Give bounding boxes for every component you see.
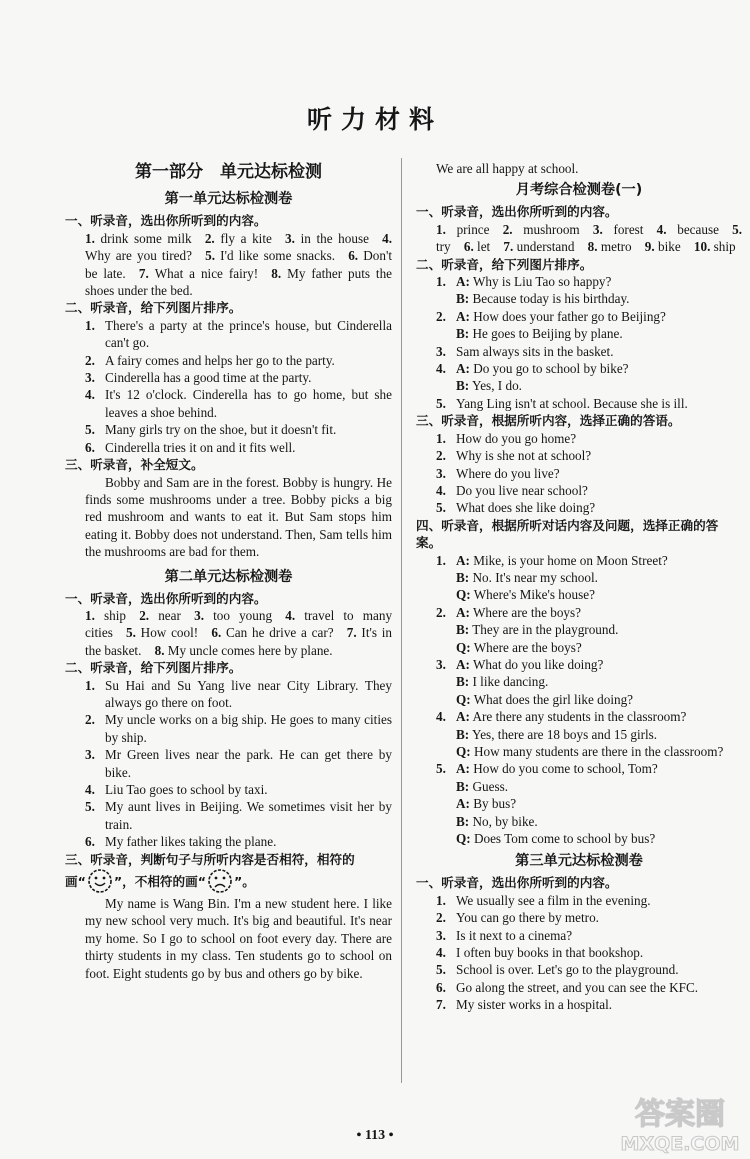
unit3-sec1-title: 一、听录音，选出你所听到的内容。 <box>416 875 618 891</box>
dialogue-line: B: He goes to Beijing by plane. <box>456 326 623 342</box>
part-title: 第一部分 单元达标检测 <box>135 162 322 182</box>
list-item: 1. There's a party at the prince's house, but Cinderella can't go. <box>85 317 392 351</box>
list-item: 2. Why is she not at school? <box>436 448 592 464</box>
unit2-sec3-title-b3: ”。 <box>234 874 255 890</box>
dialogue-line: Q: How many students are there in the classroom? <box>456 744 724 759</box>
list-item: 2. fly a kite <box>204 230 272 246</box>
list-item: 3. in the house <box>285 230 369 246</box>
list-item: 2. My uncle works on a big ship. He goes to many cities by ship. <box>85 712 392 745</box>
dialogue-line: 5. Yang Ling isn't at school. Because she is ill. <box>436 395 688 411</box>
list-item: 6. Cinderella tries it on and it fits well. <box>85 439 296 455</box>
list-item: 8. My father puts the shoes under the bed. <box>85 265 393 299</box>
list-item: 5. School is over. Let's go to the playground. <box>436 962 679 978</box>
dialogue-line: 4. A: Are there any students in the classroom? <box>436 709 687 725</box>
unit2-sec1-title: 一、听录音，选出你所听到的内容。 <box>65 590 267 606</box>
list-item: 3. too young <box>194 607 273 623</box>
list-item: 4. Do you live near school? <box>436 482 588 498</box>
dialogue-line: 4. A: Do you go to school by bike? <box>436 361 629 377</box>
list-item: 4. It's 12 o'clock. Cinderella has to go home, but she leaves a shoe behind. <box>85 387 392 420</box>
list-item: 6. Can he drive a car? <box>211 625 334 641</box>
list-item: 6. My father likes taking the plane. <box>85 834 277 850</box>
dialogue-line: 2. A: How does your father go to Beijing? <box>436 308 666 324</box>
dialogue-line: B: Guess. <box>456 778 509 794</box>
list-item: 9. bike <box>644 239 681 255</box>
unit2-sec2-title: 二、听录音，给下列图片排序。 <box>65 660 242 676</box>
monthly-sec4-title: 四、听录音，根据所听对话内容及问题，选择正确的答案。 <box>416 517 719 551</box>
list-item: 3. Mr Green lives near the park. He can get there by bike. <box>85 747 392 780</box>
dialogue-line: B: No. It's near my school. <box>456 569 598 585</box>
unit1-sec3-title: 三、听录音，补全短文。 <box>65 457 204 473</box>
unit1-sec1-items <box>65 230 392 300</box>
sad-face-icon <box>207 868 233 894</box>
page-number: • 113 • <box>356 1128 394 1143</box>
dialogue-line: 1. A: Mike, is your home on Moon Street? <box>436 552 668 568</box>
unit2-sec3-title-b1: 画“ <box>65 874 86 890</box>
list-item: 5. try <box>436 221 743 255</box>
monthly-sec1-title: 一、听录音，选出你所听到的内容。 <box>416 204 618 220</box>
list-item: 6. let <box>463 239 491 255</box>
list-item: 4. Why are you tired? <box>85 230 393 264</box>
list-item: 8. My uncle comes here by plane. <box>154 642 333 658</box>
dialogue-line: B: Because today is his birthday. <box>456 291 630 307</box>
unit2-sec1-items <box>65 607 392 659</box>
page-title: 听力材料 <box>306 105 443 134</box>
dialogue-line: 5. A: How do you come to school, Tom? <box>436 761 658 777</box>
list-item: 5. What does she like doing? <box>436 500 596 516</box>
unit2-sec3-title <box>65 851 392 868</box>
carry-over-line: We are all happy at school. <box>436 161 579 176</box>
list-item: 7. What a nice fairy! <box>138 265 259 281</box>
list-item: 1. ship <box>85 607 126 623</box>
dialogue-line: 2. A: Where are the boys? <box>436 604 581 620</box>
unit2-sec3-title-b2: ”，不相符的画“ <box>113 874 206 890</box>
unit2-sec2-list <box>65 677 392 851</box>
list-item: 7. understand <box>503 239 575 255</box>
watermark-logo <box>612 1090 748 1154</box>
dialogue-line: Q: Where are the boys? <box>456 639 582 655</box>
list-item: 5. I'd like some snacks. <box>205 248 336 264</box>
list-item: 4. because <box>656 221 719 237</box>
list-item: 5. My aunt lives in Beijing. We sometimes visit her by train. <box>85 799 392 832</box>
unit1-sec2-list <box>65 317 392 456</box>
dialogue-line: Q: Where's Mike's house? <box>456 587 595 603</box>
list-item: 2. A fairy comes and helps her go to the party. <box>85 352 335 368</box>
monthly-sec2-title: 二、听录音，给下列图片排序。 <box>416 256 593 272</box>
list-item: 1. How do you go home? <box>436 430 577 446</box>
dialogue-line: B: They are in the playground. <box>456 622 619 638</box>
monthly-sec3-title: 三、听录音，根据所听内容，选择正确的答语。 <box>416 413 681 429</box>
list-item: 2. You can go there by metro. <box>436 910 599 926</box>
watermark-text-cn: 答案圈 <box>635 1097 725 1132</box>
dialogue-line: A: By bus? <box>456 796 517 812</box>
list-item: 7. It's in the basket. <box>85 625 392 658</box>
list-item: 8. metro <box>587 239 632 255</box>
unit2-sec3-title-line2 <box>65 868 392 895</box>
column-divider <box>401 158 402 1083</box>
unit2-sec3-title-a: 三、听录音，判断句子与所听内容是否相符，相符的 <box>65 851 355 867</box>
unit3-sec1-list <box>416 892 742 1014</box>
unit2-title: 第二单元达标检测卷 <box>164 568 293 585</box>
list-item: 1. prince <box>436 221 490 237</box>
list-item: 6. Go along the street, and you can see the KFC. <box>436 979 699 995</box>
right-column <box>416 158 742 1014</box>
list-item: 3. Cinderella has a good time at the party. <box>85 370 312 386</box>
left-column <box>65 158 392 982</box>
dialogue-line: B: Yes, I do. <box>456 378 522 394</box>
smiley-face-icon <box>87 868 113 894</box>
dialogue-line: Q: What does the girl like doing? <box>456 691 634 707</box>
dialogue-line: 3. A: What do you like doing? <box>436 656 604 672</box>
unit1-sec3-passage: Bobby and Sam are in the forest. Bobby is hungry. He finds some mushrooms under a tree. Bobby picks a big red mushroom and wants to eat it. But Sam stops him eating it. Bobby does not understand. Then, Sam tells him the mushrooms are bad for them. <box>85 474 392 560</box>
list-item: 4. I often buy books in that bookshop. <box>436 945 644 961</box>
list-item: 3. Where do you live? <box>436 465 560 481</box>
list-item: 3. forest <box>592 221 644 237</box>
list-item: 4. Liu Tao goes to school by taxi. <box>85 782 268 797</box>
unit1-sec1-title: 一、听录音，选出你所听到的内容。 <box>65 213 267 229</box>
watermark-text-en: MXQE.COM <box>620 1133 740 1154</box>
list-item: 5. Many girls try on the shoe, but it doesn't fit. <box>85 422 337 438</box>
dialogue-line: Q: Does Tom come to school by bus? <box>456 831 656 847</box>
monthly-sec3-list <box>416 430 742 517</box>
dialogue-line: B: Yes, there are 18 boys and 15 girls. <box>456 726 658 742</box>
list-item: 2. mushroom <box>502 221 580 237</box>
list-item: 6. Don't be late. <box>85 248 392 281</box>
monthly-sec1-items <box>416 221 742 256</box>
monthly-test-title: 月考综合检测卷(一) <box>515 182 643 199</box>
dialogue-line: B: No, by bike. <box>456 813 538 829</box>
dialogue-line: 3. Sam always sits in the basket. <box>436 343 614 359</box>
list-item: 10. ship <box>693 239 736 255</box>
dialogue-line: B: I like dancing. <box>456 674 549 690</box>
unit1-sec2-title: 二、听录音，给下列图片排序。 <box>65 300 242 316</box>
list-item: 5. How cool! <box>126 625 199 641</box>
unit2-sec3-passage: My name is Wang Bin. I'm a new student here. I like my new school very much. It's big and beautiful. It's near my home. So I go to school on foot every day. There are thirty students in my class. Ten students go to school on foot. Eight students go by bus and others go by bike. <box>85 896 392 981</box>
list-item: 2. near <box>139 607 181 623</box>
list-item: 3. Is it next to a cinema? <box>436 927 573 943</box>
list-item: 1. Su Hai and Su Yang live near City Library. They always go there on foot. <box>85 677 392 710</box>
list-item: 1. We usually see a film in the evening. <box>436 892 651 908</box>
list-item: 7. My sister works in a hospital. <box>436 997 613 1013</box>
dialogue-line: 1. A: Why is Liu Tao so happy? <box>436 274 612 290</box>
list-item: 1. drink some milk <box>85 230 192 246</box>
list-item: 4. travel to many cities <box>85 607 393 641</box>
unit1-title: 第一单元达标检测卷 <box>164 191 293 208</box>
unit3-title: 第三单元达标检测卷 <box>515 853 643 870</box>
